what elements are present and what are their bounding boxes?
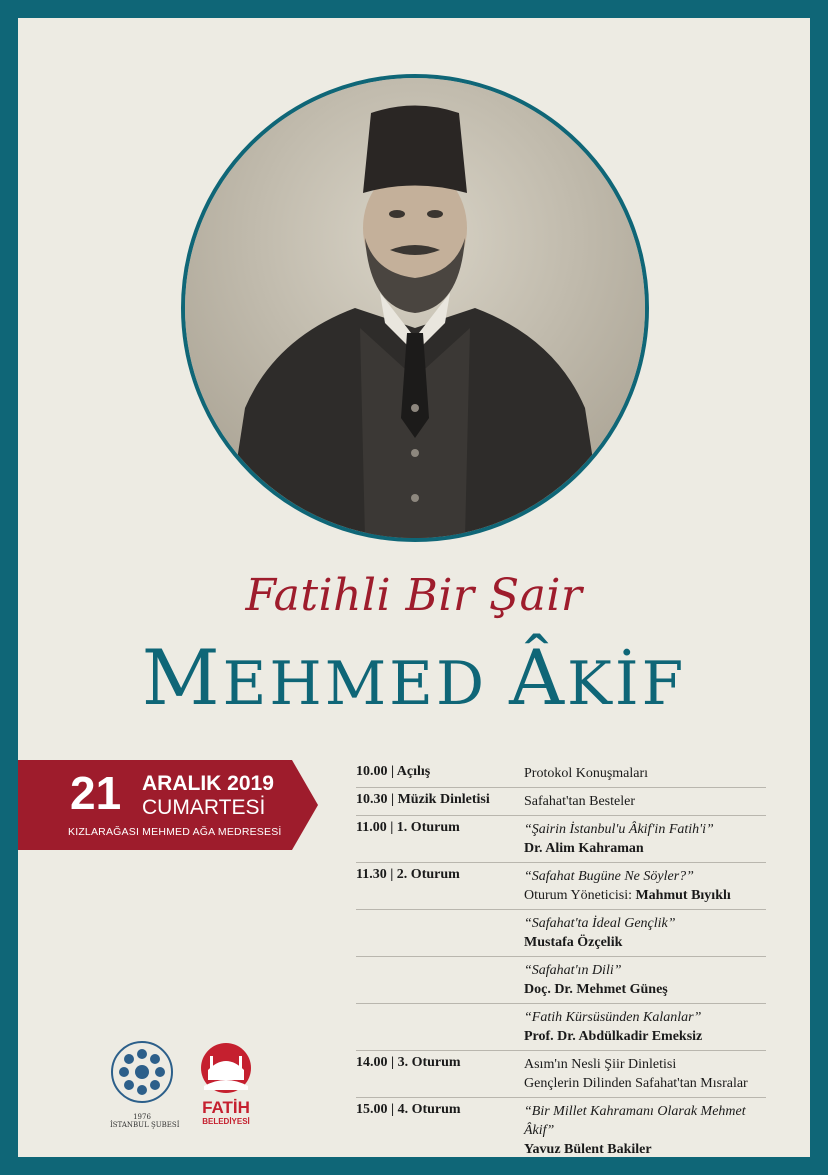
schedule-line: [524, 839, 766, 858]
schedule-line: [524, 961, 766, 980]
association-logo: [110, 1038, 180, 1130]
schedule-row: [356, 816, 766, 863]
schedule-line-text: Asım'ın Nesli Şiir Dinletisi: [524, 1057, 677, 1072]
schedule-row: [356, 910, 766, 957]
date-ribbon: [18, 760, 318, 850]
event-month-year: ARALIK 2019: [142, 772, 274, 795]
title-part: EHMED: [222, 649, 510, 719]
schedule-detail: [524, 764, 766, 783]
schedule-detail: [524, 1008, 766, 1046]
logo-name: FATİH: [202, 1098, 250, 1117]
schedule-line-text: Safahat'tan Besteler: [524, 794, 635, 809]
schedule-time: [356, 914, 524, 952]
schedule-line: [524, 933, 766, 952]
mosque-emblem-icon: [198, 1042, 254, 1094]
schedule-detail: [524, 820, 766, 858]
event-venue: KIZLARAĞASI MEHMED AĞA MEDRESESİ: [68, 826, 282, 838]
schedule-line-text: “Safahat'ın Dili”: [524, 963, 622, 978]
schedule-line-text: Mustafa Özçelik: [524, 935, 623, 950]
event-day: 21: [70, 767, 122, 819]
subtitle: Fatihli Bir Şair: [245, 570, 583, 621]
poster: [18, 18, 810, 1157]
logo-year: 1976: [133, 1113, 151, 1121]
schedule-line-text: Oturum Yöneticisi:: [524, 888, 636, 903]
schedule-line-text: Protokol Konuşmaları: [524, 766, 649, 781]
schedule-line: [524, 886, 766, 905]
schedule-line-text: “Şairin İstanbul'u Âkif'in Fatih'i”: [524, 822, 714, 837]
schedule-line-text: “Safahat Bugüne Ne Söyler?”: [524, 869, 694, 884]
schedule-row: [356, 1098, 766, 1157]
schedule-time: 15.00 | 4. Oturum: [356, 1102, 461, 1117]
event-weekday: CUMARTESİ: [142, 796, 266, 819]
schedule-detail: [524, 961, 766, 999]
schedule-line: [524, 1140, 766, 1157]
schedule-detail: [524, 792, 766, 811]
logo-sub: BELEDİYESİ: [202, 1117, 250, 1126]
schedule-table: [356, 760, 766, 1157]
schedule-line: [524, 820, 766, 839]
schedule-time: 14.00 | 3. Oturum: [356, 1055, 461, 1070]
schedule-detail: [524, 914, 766, 952]
logo-branch: İSTANBUL ŞUBESİ: [110, 1121, 180, 1129]
schedule-line: [524, 914, 766, 933]
schedule-row: [356, 1051, 766, 1098]
schedule-time: 10.30 | Müzik Dinletisi: [356, 792, 490, 807]
schedule-time: 11.30 | 2. Oturum: [356, 867, 460, 882]
schedule-detail: [524, 1055, 766, 1093]
schedule-moderator-name: Mahmut Bıyıklı: [635, 888, 731, 903]
schedule-time: 10.00 | Açılış: [356, 764, 431, 779]
rosette-icon: [110, 1038, 174, 1108]
schedule-row: [356, 957, 766, 1004]
schedule-time: [356, 961, 524, 999]
schedule-row: [356, 760, 766, 788]
schedule-line: [524, 1055, 766, 1074]
schedule-line-text: Yavuz Bülent Bakiler: [524, 1142, 652, 1157]
schedule-line: [524, 1008, 766, 1027]
schedule-time: [356, 1008, 524, 1046]
schedule-line: [524, 1027, 766, 1046]
schedule-row: [356, 1004, 766, 1051]
schedule-detail: [524, 1102, 766, 1157]
schedule-line: [524, 764, 766, 783]
portrait-photo: [181, 74, 649, 542]
fatih-municipality-logo: [198, 1042, 254, 1126]
schedule-line-text: “Safahat'ta İdeal Gençlik”: [524, 916, 676, 931]
schedule-detail: [524, 867, 766, 905]
schedule-line: [524, 980, 766, 999]
schedule-line: [524, 792, 766, 811]
main-title: [18, 633, 810, 722]
schedule-line: [524, 1074, 766, 1093]
title-part: Â: [509, 633, 568, 722]
schedule-row: [356, 863, 766, 910]
schedule-line-text: Doç. Dr. Mehmet Güneş: [524, 982, 668, 997]
schedule-line-text: Dr. Alim Kahraman: [524, 841, 644, 856]
schedule-line-text: Prof. Dr. Abdülkadir Emeksiz: [524, 1029, 703, 1044]
schedule-line: [524, 1102, 766, 1140]
schedule-row: [356, 788, 766, 816]
schedule-line-text: “Fatih Kürsüsünden Kalanlar”: [524, 1010, 702, 1025]
title-part: KİF: [567, 649, 687, 719]
schedule-line-text: “Bir Millet Kahramanı Olarak Mehmet Âkif”: [524, 1104, 746, 1138]
schedule-line-text: Gençlerin Dilinden Safahat'tan Mısralar: [524, 1076, 748, 1091]
schedule-time: 11.00 | 1. Oturum: [356, 820, 460, 835]
title-part: M: [141, 633, 223, 722]
schedule-line: [524, 867, 766, 886]
